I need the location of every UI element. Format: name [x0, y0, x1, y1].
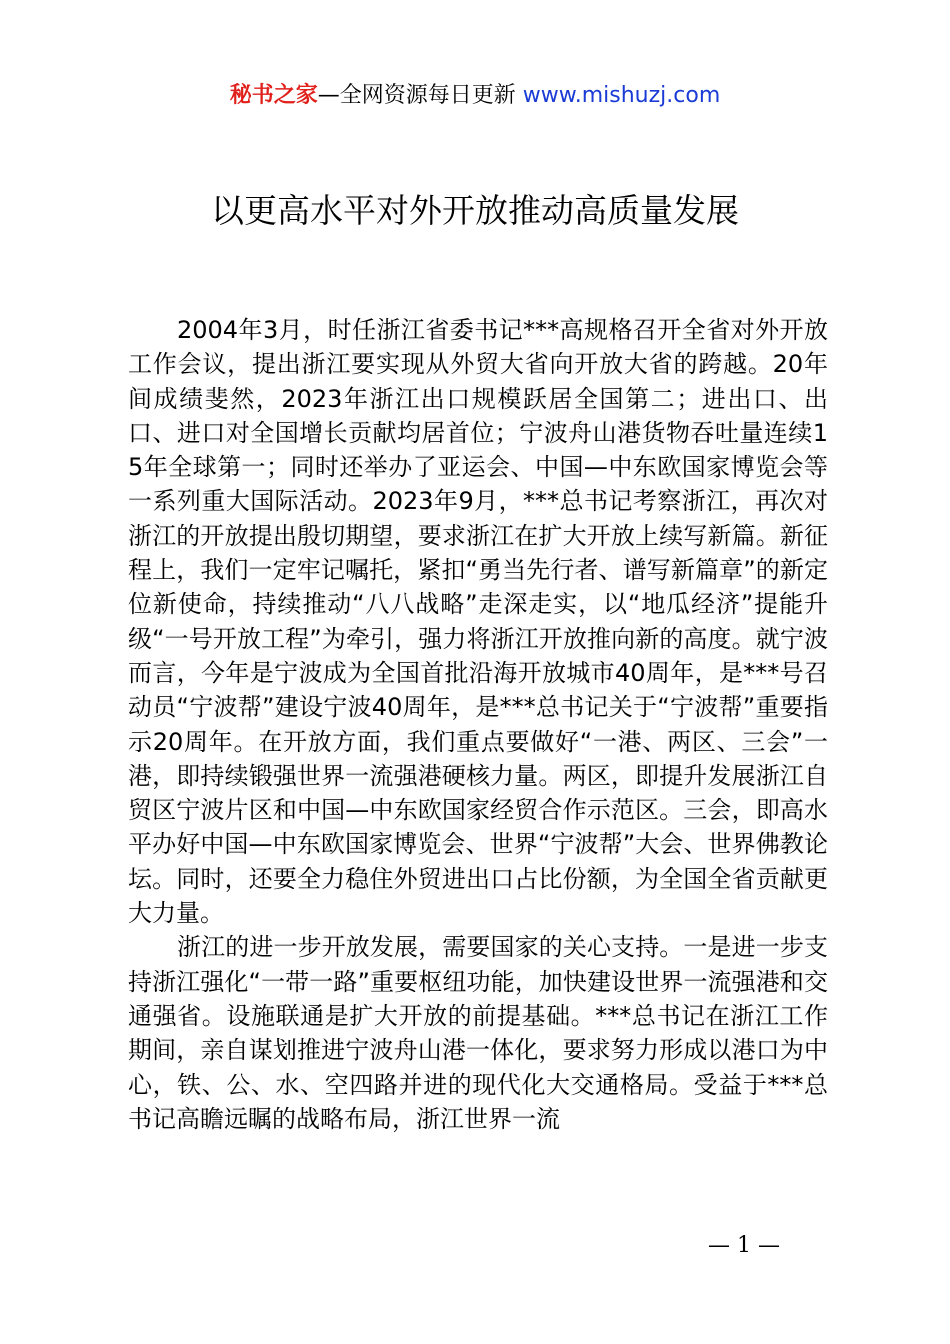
site-url-link[interactable]: www.mishuzj.com: [522, 83, 721, 108]
document-body: [128, 313, 828, 1203]
site-header: [0, 80, 950, 112]
page-number: — 1 —: [708, 1233, 780, 1258]
header-tagline: —全网资源每日更新: [317, 83, 516, 108]
page-footer: [0, 1231, 950, 1261]
paragraph-1: 2004年3月，时任浙江省委书记***高规格召开全省对外开放工作会议，提出浙江要实现从外贸大省向开放大省的跨越。20年间成绩斐然，2023年浙江出口规模跃居全国第二；进出口、出口、进口对全国增长贡献均居首位；宁波舟山港货物吞吐量连续15年全球第一；同时还举办了亚运会、中国—中东欧国家博览会等一系列重大国际活动。2023年9月，***总书记考察浙江，再次对浙江的开放提出殷切期望，要求浙江在扩大开放上续写新篇。新征程上，我们一定牢记嘱托，紧扣“勇当先行者、谱写新篇章”的新定位新使命，持续推动“八八战略”走深走实，以“地瓜经济”提能升级“一号开放工程”为牵引，强力将浙江开放推向新的高度。就宁波而言，今年是宁波成为全国首批沿海开放城市40周年，是***号召动员“宁波帮”建设宁波40周年，是***总书记关于“宁波帮”重要指示20周年。在开放方面，我们重点要做好“一港、两区、三会”一港，即持续锻强世界一流强港硬核力量。两区，即提升发展浙江自贸区宁波片区和中国—中东欧国家经贸合作示范区。三会，即高水平办好中国—中东欧国家博览会、世界“宁波帮”大会、世界佛教论坛。同时，还要全力稳住外贸进出口占比份额，为全国全省贡献更大力量。: [128, 316, 828, 928]
document-title: 以更高水平对外开放推动高质量发展: [211, 191, 739, 230]
brand-name: 秘书之家: [229, 83, 318, 108]
paragraph-2: 浙江的进一步开放发展，需要国家的关心支持。一是进一步支持浙江强化“一带一路”重要枢纽功能，加快建设世界一流强港和交通强省。设施联通是扩大开放的前提基础。***总书记在浙江工作期间，亲自谋划推进宁波舟山港一体化，要求努力形成以港口为中心，铁、公、水、空四路并进的现代化大交通格局。受益于***总书记高瞻远瞩的战略布局，浙江世界一流: [128, 933, 828, 1133]
